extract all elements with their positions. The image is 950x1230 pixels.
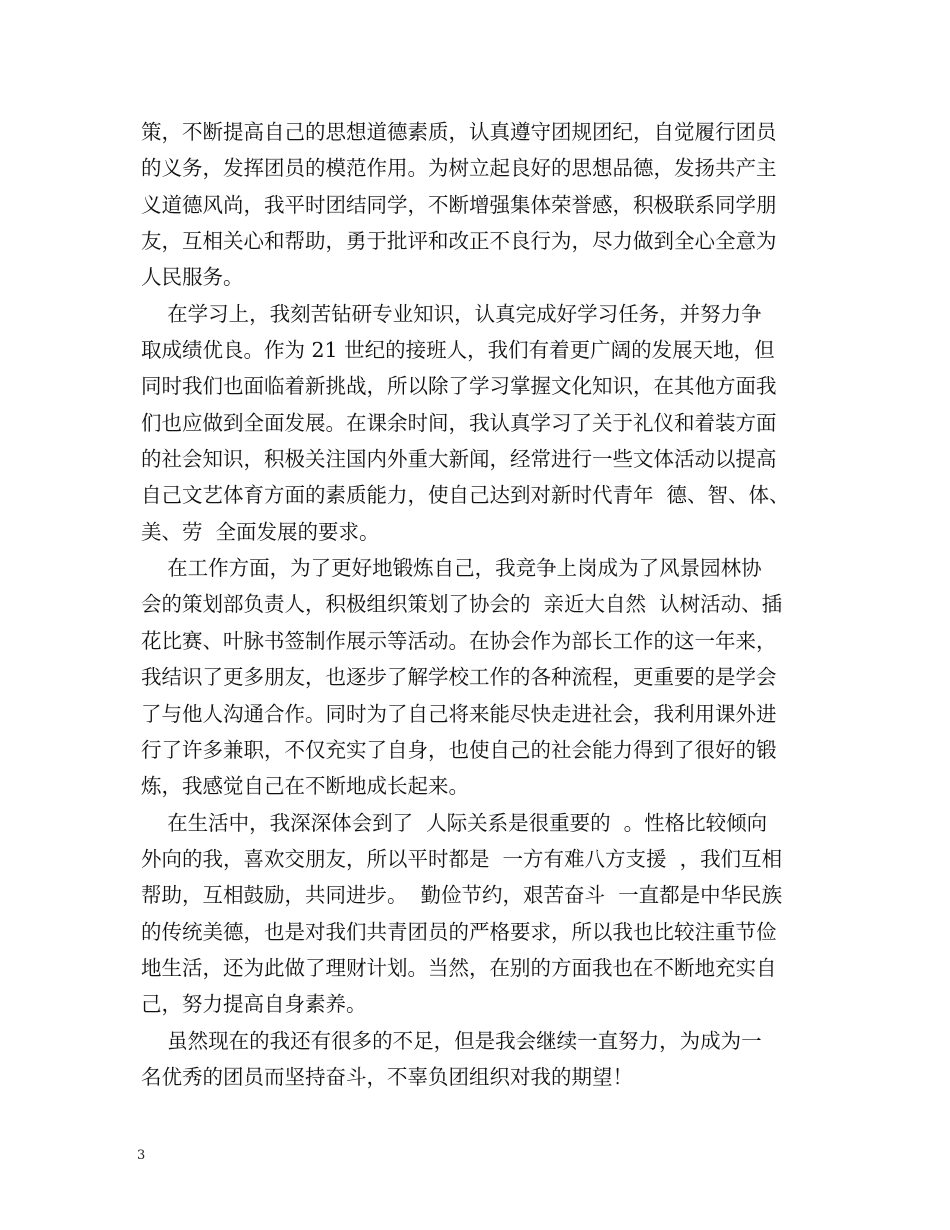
text-line: 帮助，互相鼓励，共同进步。 勤俭节约，艰苦奋斗 一直都是中华民族 [141,883,783,908]
text-line: 的社会知识，积极关注国内外重大新闻，经常进行一些文体活动以提高 [141,447,777,472]
text-line: 在学习上，我刻苦钻研专业知识，认真完成好学习任务，并努力争 [141,301,762,326]
text-line: 己，努力提高自身素养。 [141,992,367,1017]
page-number: 3 [137,1148,146,1163]
text-line: 地生活，还为此做了理财计划。当然，在别的方面我也在不断地充实自 [141,955,777,980]
text-line: 炼，我感觉自己在不断地成长起来。 [141,774,469,799]
text-line: 们也应做到全面发展。在课余时间，我认真学习了关于礼仪和着装方面 [141,410,777,435]
text-line: 同时我们也面临着新挑战，所以除了学习掌握文化知识，在其他方面我 [141,374,777,399]
text-line: 的传统美德，也是对我们共青团员的严格要求，所以我也比较注重节俭 [141,919,777,944]
text-line: 了与他人沟通合作。同时为了自己将来能尽快走进社会，我利用课外进 [141,701,777,726]
text-line: 自己文艺体育方面的素质能力，使自己达到对新时代青年 德、智、体、 [141,483,790,508]
text-line: 友，互相关心和帮助，勇于批评和改正不良行为，尽力做到全心全意为 [141,229,777,254]
text-line: 虽然现在的我还有很多的不足，但是我会继续一直努力，为成为一 [141,1028,762,1053]
text-line: 在工作方面，为了更好地锻炼自己，我竞争上岗成为了风景园林协 [141,556,762,581]
text-line: 美、劳 全面发展的要求。 [141,519,380,544]
text-line: 会的策划部负责人，积极组织策划了协会的 亲近大自然 认树活动、插 [141,592,783,617]
text-line: 在生活中，我深深体会到了 人际关系是很重要的 。性格比较倾向 [141,810,768,835]
text-line: 行了许多兼职，不仅充实了自身，也使自己的社会能力得到了很好的锻 [141,737,777,762]
text-line: 义道德风尚，我平时团结同学，不断增强集体荣誉感，积极联系同学朋 [141,192,777,217]
text-line: 外向的我，喜欢交朋友，所以平时都是 一方有难八方支援 ，我们互相 [141,846,783,871]
body-text [141,114,831,1095]
text-line: 我结识了更多朋友，也逐步了解学校工作的各种流程，更重要的是学会 [141,665,777,690]
text-line: 名优秀的团员而坚持奋斗，不辜负团组织对我的期望！ [141,1064,633,1089]
text-line: 人民服务。 [141,265,244,290]
text-line: 策，不断提高自己的思想道德素质，认真遵守团规团纪，自觉履行团员 [141,120,777,144]
text-line: 的义务，发挥团员的模范作用。为树立起良好的思想品德，发扬共产主 [141,156,777,181]
text-line: 取成绩优良。作为 21 世纪的接班人，我们有着更广阔的发展天地，但 [141,338,775,363]
text-line: 花比赛、叶脉书签制作展示等活动。在协会作为部长工作的这一年来， [141,628,777,653]
